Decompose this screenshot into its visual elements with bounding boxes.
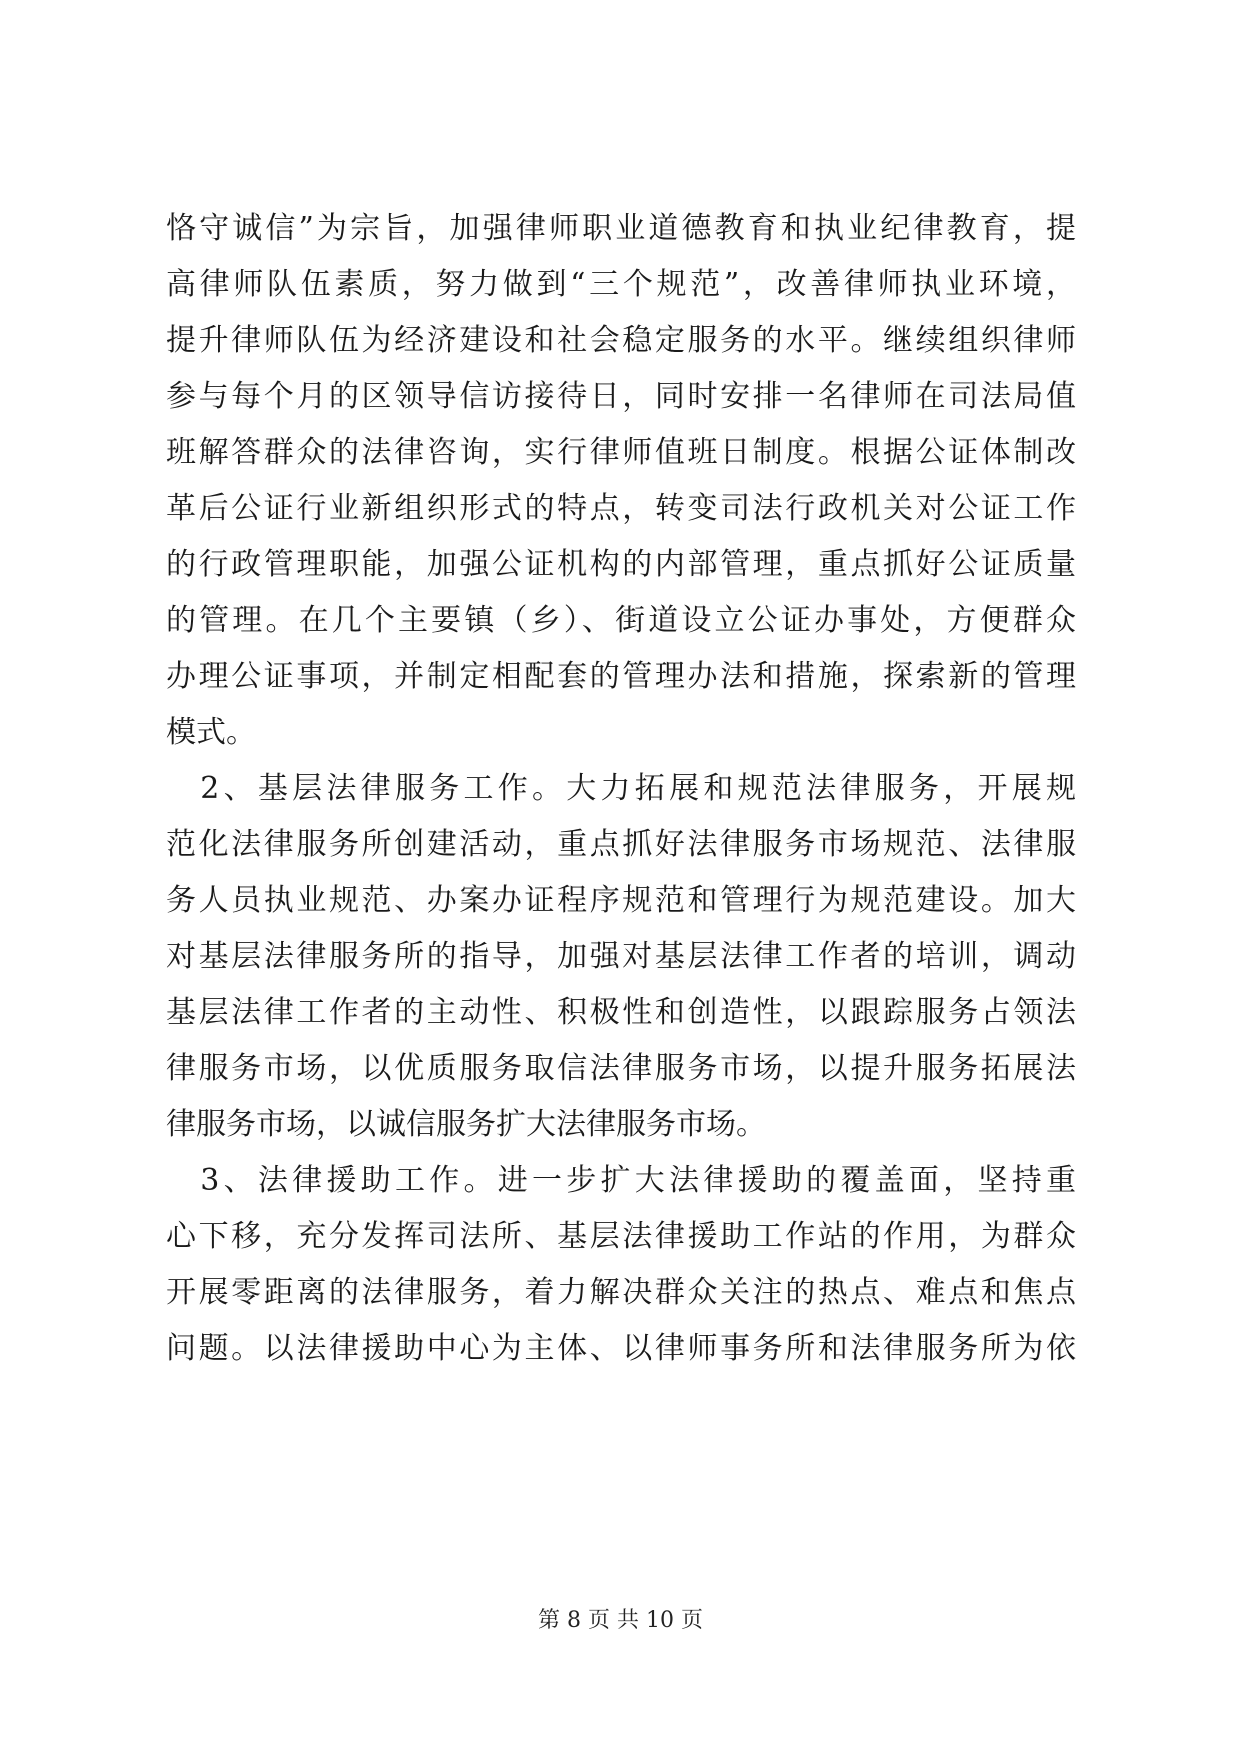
page-number-footer: 第 8 页 共 10 页 xyxy=(538,1608,703,1633)
text-line: 问题。以法律援助中心为主体、以律师事务所和法律服务所为依 xyxy=(166,1331,1076,1366)
text-line: 开展零距离的法律服务，着力解决群众关注的热点、难点和焦点 xyxy=(166,1275,1076,1310)
paragraph-3-first-line: 3、法律援助工作。进一步扩大法律援助的覆盖面，坚持重 xyxy=(166,1163,1076,1198)
paragraph-2-first-line: 2、基层法律服务工作。大力拓展和规范法律服务，开展规 xyxy=(166,771,1076,806)
text-line: 范化法律服务所创建活动，重点抓好法律服务市场规范、法律服 xyxy=(166,827,1076,862)
text-line: 的管理。在几个主要镇（乡）、街道设立公证办事处，方便群众 xyxy=(166,603,1076,638)
text-line: 模式。 xyxy=(166,715,256,750)
text-line: 律服务市场，以优质服务取信法律服务市场，以提升服务拓展法 xyxy=(166,1051,1076,1086)
text-line: 参与每个月的区领导信访接待日，同时安排一名律师在司法局值 xyxy=(166,379,1076,414)
text-line: 的行政管理职能，加强公证机构的内部管理，重点抓好公证质量 xyxy=(166,547,1076,582)
text-line: 务人员执业规范、办案办证程序规范和管理行为规范建设。加大 xyxy=(166,883,1076,918)
text-line: 办理公证事项，并制定相配套的管理办法和措施，探索新的管理 xyxy=(166,659,1076,694)
text-line: 心下移，充分发挥司法所、基层法律援助工作站的作用，为群众 xyxy=(166,1219,1076,1254)
text-line: 提升律师队伍为经济建设和社会稳定服务的水平。继续组织律师 xyxy=(166,323,1076,358)
text-line: 革后公证行业新组织形式的特点，转变司法行政机关对公证工作 xyxy=(166,491,1076,526)
text-line: 高律师队伍素质，努力做到“三个规范”，改善律师执业环境， xyxy=(166,267,1076,302)
text-line: 班解答群众的法律咨询，实行律师值班日制度。根据公证体制改 xyxy=(166,435,1076,470)
text-line: 基层法律工作者的主动性、积极性和创造性，以跟踪服务占领法 xyxy=(166,995,1076,1030)
text-line: 对基层法律服务所的指导，加强对基层法律工作者的培训，调动 xyxy=(166,939,1076,974)
text-line: 恪守诚信”为宗旨，加强律师职业道德教育和执业纪律教育，提 xyxy=(166,211,1076,246)
text-line: 律服务市场，以诚信服务扩大法律服务市场。 xyxy=(166,1107,766,1142)
